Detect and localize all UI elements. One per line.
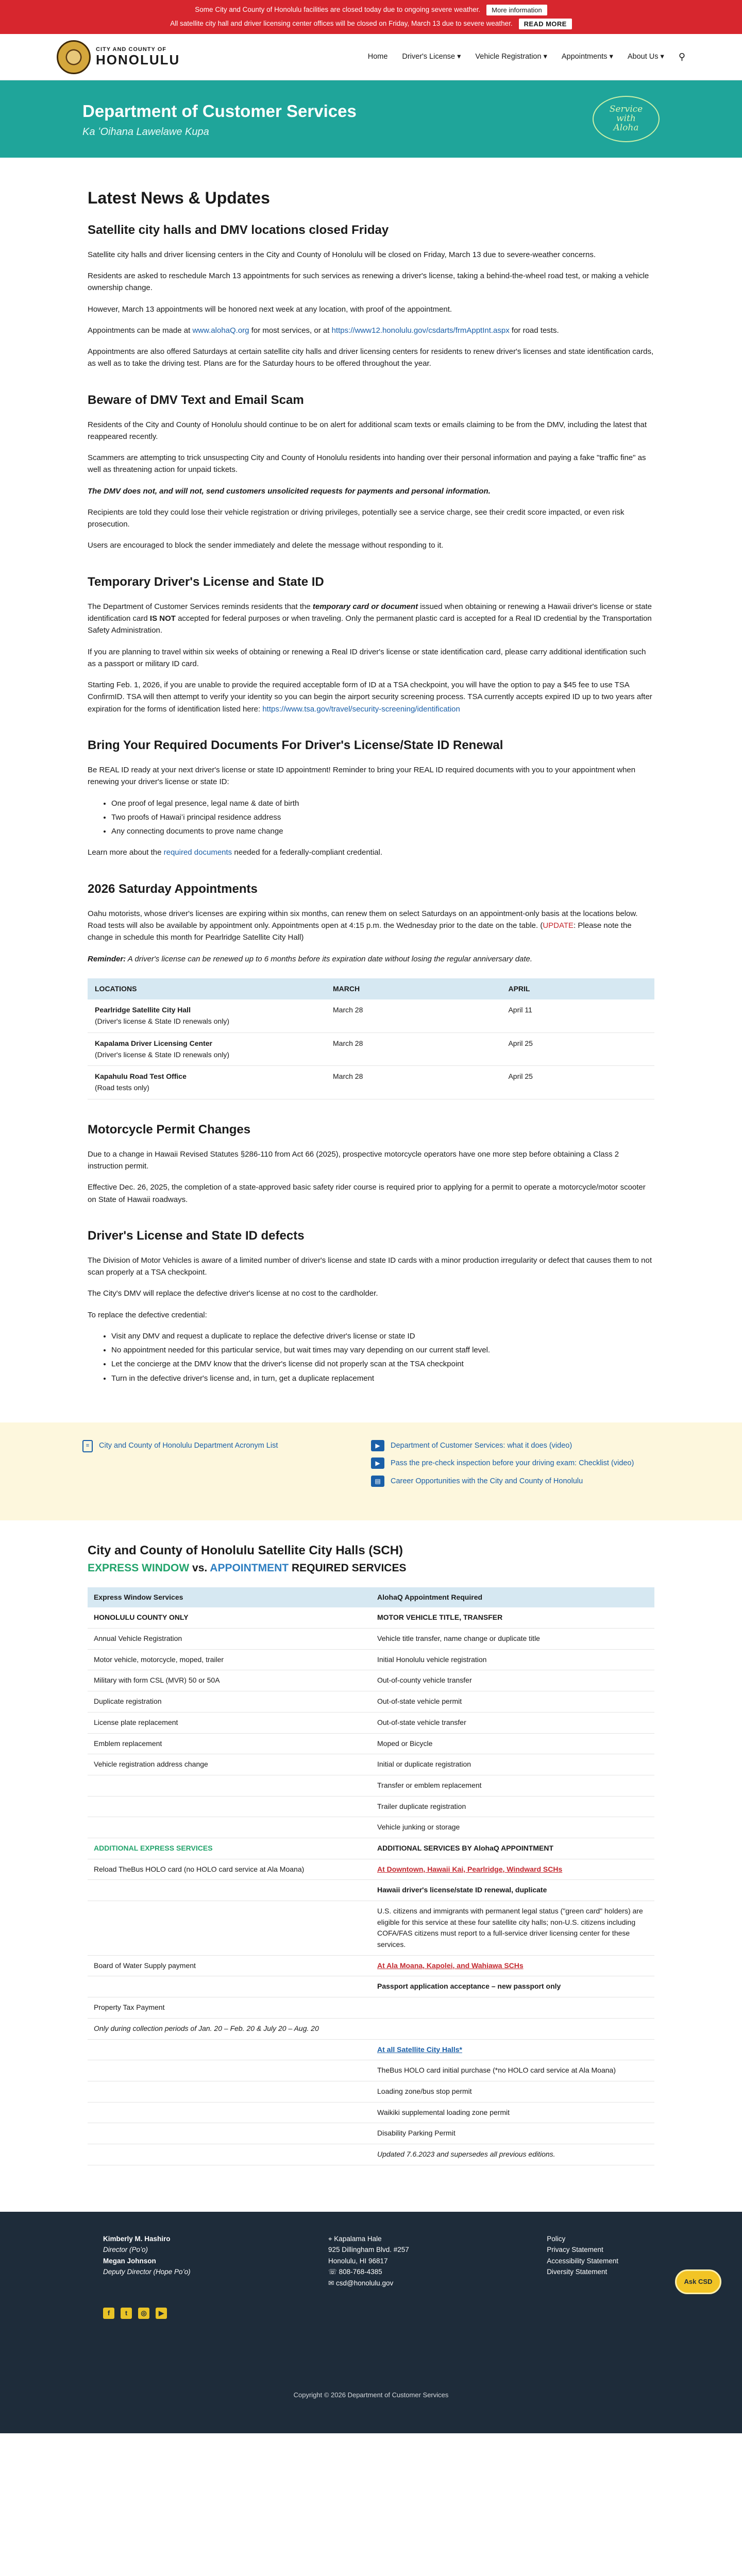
sch-section <box>0 1520 742 2186</box>
april-cell: April 11 <box>501 999 654 1032</box>
location-note: (Driver's license & State ID renewals only) <box>95 1017 229 1026</box>
deputy-name: Megan Johnson <box>103 2257 156 2265</box>
social-links <box>103 2308 639 2319</box>
table-row <box>88 2039 654 2060</box>
table-header-row <box>88 978 654 1000</box>
additional-appt-heading: ADDITIONAL SERVICES BY AlohaQ APPOINTMENT <box>371 1838 654 1859</box>
resources-section <box>0 1422 742 1520</box>
ask-csd-button[interactable]: Ask CSD <box>675 2269 721 2294</box>
cell: Initial Honolulu vehicle registration <box>371 1649 654 1670</box>
s3-p3-a: Starting Feb. 1, 2026, if you are unable to provide the required acceptable form of ID at a TSA checkpoint, you will have the option to pay a $45 fee to use TSA ConfirmID. TSA will then attempt to verify your identity so you can begin the airport security screening process. TSA currently accepts expired ID up to two years after expiration for the forms of identification listed here: <box>88 681 652 714</box>
s4-title: Bring Your Required Documents For Driver's License/State ID Renewal <box>88 738 503 752</box>
cell <box>88 1796 371 1817</box>
required-documents-link[interactable]: required documents <box>163 848 232 857</box>
tag-appt: APPOINTMENT <box>210 1562 289 1574</box>
cell: Moped or Bicycle <box>371 1733 654 1754</box>
table-row <box>88 1032 654 1065</box>
s5-p1-a: Oahu motorists, whose driver's licenses are expiring within six months, can renew them on select Saturdays on an appointment-only basis at the locations below. Road tests will also be available by appointment only. Appointments open at 4:15 p.m. the Wednesday prior to the date on the table. ( <box>88 909 638 930</box>
table-row <box>88 1649 654 1670</box>
cell: Out-of-state vehicle permit <box>371 1691 654 1713</box>
aloha-line-3: Aloha <box>613 122 639 133</box>
cell: Board of Water Supply payment <box>88 1955 371 1976</box>
logo-small-text: CITY AND COUNTY OF <box>96 46 166 53</box>
service-with-aloha-logo <box>593 96 660 142</box>
list-item: • Let the concierge at the DMV know that the driver's license did not properly scan at the TSA checkpoint <box>111 1358 654 1370</box>
precheck-video-link[interactable] <box>371 1458 660 1469</box>
youtube-icon[interactable]: ▶ <box>156 2308 167 2319</box>
cell: Vehicle junking or storage <box>371 1817 654 1838</box>
email-link[interactable]: ✉ csd@honolulu.gov <box>328 2279 394 2287</box>
s2-p4: Recipients are told they could lose their vehicle registration or driving privileges, potentially see a service charge, see their credit score impacted, or even risk prosecution. <box>88 507 625 529</box>
s7-title: Driver's License and State ID defects <box>88 1228 305 1243</box>
s5-reminder <box>88 953 654 965</box>
footer-leadership <box>103 2233 191 2289</box>
alert-row-1 <box>195 5 547 15</box>
th-appointment: AlohaQ Appointment Required <box>371 1587 654 1608</box>
location-name: Pearlridge Satellite City Hall <box>95 1006 191 1014</box>
instagram-icon[interactable]: ◎ <box>138 2308 149 2319</box>
table-row <box>88 1901 654 1956</box>
list-item: • No appointment needed for this particular service, but wait times may vary depending on our current staff level. <box>111 1344 654 1356</box>
cell: Vehicle title transfer, name change or duplicate title <box>371 1629 654 1650</box>
aloha-line-2: with <box>616 113 636 124</box>
site-footer <box>0 2212 742 2433</box>
table-row <box>88 1838 654 1859</box>
document-icon: ≡ <box>82 1440 93 1452</box>
s7-p2: The City's DMV will replace the defective driver's license at no cost to the cardholder. <box>88 1289 378 1298</box>
footer-columns <box>103 2233 618 2289</box>
table-row <box>88 1796 654 1817</box>
alert-text-1: Some City and County of Honolulu facilities are closed today due to ongoing severe weather. <box>195 6 481 14</box>
cell: Trailer duplicate registration <box>371 1796 654 1817</box>
location-cell <box>88 999 326 1032</box>
s4-p2-b: needed for a federally-compliant credential. <box>232 848 383 857</box>
footer-contact <box>328 2233 409 2289</box>
s4-p2 <box>88 846 654 858</box>
table-row <box>88 1733 654 1754</box>
resource-label: Department of Customer Services: what it does (video) <box>391 1441 572 1450</box>
s3-title: Temporary Driver's License and State ID <box>88 574 324 589</box>
cell: Emblem replacement <box>88 1733 371 1754</box>
resource-label: City and County of Honolulu Department Acronym List <box>99 1441 278 1450</box>
cell: U.S. citizens and immigrants with permanent legal status ("green card" holders) are eligible for this service at these four satellite city halls; non-U.S. citizens including COFA/FAS citizens must report to a full-service driver licensing center for these services. <box>371 1901 654 1956</box>
s4-p2-a: Learn more about the <box>88 848 164 857</box>
cell <box>88 2102 371 2123</box>
s6-p2: Effective Dec. 26, 2025, the completion of a state-approved basic safety rider course is required prior to applying for a permit to operate a motorcycle/motor scooter on State of Hawaii roadways. <box>88 1183 646 1204</box>
four-sch-link[interactable]: At Downtown, Hawaii Kai, Pearlridge, Windward SCHs <box>371 1859 654 1880</box>
dl-renewal-title: Hawaii driver's license/state ID renewal, duplicate <box>377 1886 547 1894</box>
cell: License plate replacement <box>88 1712 371 1733</box>
table-row <box>88 1955 654 1976</box>
table-row <box>88 1670 654 1691</box>
career-link[interactable] <box>371 1476 660 1487</box>
location-note: (Road tests only) <box>95 1083 149 1092</box>
cell <box>88 2060 371 2081</box>
cell: Out-of-state vehicle transfer <box>371 1712 654 1733</box>
s3-p1-d: IS NOT <box>149 614 176 623</box>
list-item: • Visit any DMV and request a duplicate to replace the defective driver's license or state ID <box>111 1330 654 1342</box>
updated-note: Updated 7.6.2023 and supersedes all previous editions. <box>371 2144 654 2165</box>
deputy-title: Deputy Director (Hope Poʻo) <box>103 2268 191 2276</box>
s7-list <box>111 1330 654 1384</box>
department-subtitle: Ka ʻOihana Lawelawe Kupa <box>82 126 209 138</box>
sch-tagline <box>88 1560 654 1577</box>
sch-services-table <box>88 1587 654 2165</box>
th-express: Express Window Services <box>88 1587 371 1608</box>
th-march: MARCH <box>326 978 501 1000</box>
privacy-link[interactable]: Privacy Statement <box>547 2246 603 2254</box>
table-row <box>88 2018 654 2039</box>
city-logo-link[interactable] <box>57 40 180 74</box>
cell <box>371 1997 654 2019</box>
location-cell <box>88 1066 326 1099</box>
site-header <box>0 34 742 80</box>
s5-p1 <box>88 908 654 944</box>
cell <box>371 1880 654 1901</box>
cell <box>88 2081 371 2102</box>
news-heading: Latest News & Updates <box>88 189 270 207</box>
s2-p2: Scammers are attempting to trick unsuspecting City and County of Honolulu residents into handing over their personal information and paying a fake "traffic fine" as well as threatening action for unpaid tickets. <box>88 453 646 474</box>
alert-bar <box>0 0 742 34</box>
s2-title: Beware of DMV Text and Email Scam <box>88 393 304 407</box>
s3-p3 <box>88 679 654 715</box>
cell <box>88 1880 371 1901</box>
director-title: Director (Poʻo) <box>103 2246 148 2254</box>
facebook-icon[interactable]: f <box>103 2308 114 2319</box>
logo-text <box>96 46 180 67</box>
cell: Initial or duplicate registration <box>371 1754 654 1775</box>
alert-text-2: All satellite city hall and driver licensing center offices will be closed on Friday, March 13 due to severe weather. <box>170 20 513 28</box>
address-line: 925 Dillingham Blvd. #257 <box>328 2246 409 2254</box>
more-information-button[interactable]: More information <box>486 5 547 15</box>
table-row <box>88 2102 654 2123</box>
location-name: Kapalama Driver Licensing Center <box>95 1039 212 1047</box>
table-row <box>88 1066 654 1099</box>
s5-title: 2026 Saturday Appointments <box>88 882 258 896</box>
table-row <box>88 1754 654 1775</box>
cell: Military with form CSL (MVR) 50 or 50A <box>88 1670 371 1691</box>
tag-express: EXPRESS WINDOW <box>88 1562 190 1574</box>
location-cell <box>88 1032 326 1065</box>
news-main <box>0 158 742 1409</box>
department-banner <box>0 80 742 158</box>
table-row <box>88 1880 654 1901</box>
sch-title: City and County of Honolulu Satellite City Halls (SCH) <box>88 1543 403 1557</box>
nav-about-us[interactable]: About Us ▾ <box>627 53 664 61</box>
all-sch-link[interactable]: At all Satellite City Halls* <box>371 2039 654 2060</box>
cell: Reload TheBus HOLO card (no HOLO card service at Ala Moana) <box>88 1859 371 1880</box>
cell <box>88 1976 371 1997</box>
aloha-line-1: Service <box>609 104 643 115</box>
s5-reminder-text: A driver's license can be renewed up to 6 months before its expiration date without losing the regular anniversary date. <box>126 954 533 963</box>
cell <box>88 2144 371 2165</box>
april-cell: April 25 <box>501 1066 654 1099</box>
cell: Only during collection periods of Jan. 20 – Feb. 20 & July 20 – Aug. 20 <box>88 2018 654 2039</box>
cell <box>88 2123 371 2144</box>
cell: Loading zone/bus stop permit <box>371 2081 654 2102</box>
cell: HONOLULU COUNTY ONLY <box>88 1607 371 1628</box>
address-line: Honolulu, HI 96817 <box>328 2257 388 2265</box>
s1-p4-a: Appointments can be made at <box>88 326 193 335</box>
table-row <box>88 1712 654 1733</box>
s2-p5: Users are encouraged to block the sender immediately and delete the message without responding to it. <box>88 541 444 550</box>
cell: Motor vehicle, motorcycle, moped, trailer <box>88 1649 371 1670</box>
read-more-button[interactable]: READ MORE <box>519 19 572 29</box>
s4-list <box>111 798 654 838</box>
alohaq-link[interactable]: www.alohaQ.org <box>192 326 249 335</box>
additional-express-heading: ADDITIONAL EXPRESS SERVICES <box>88 1838 371 1859</box>
cell <box>88 1901 371 1956</box>
s3-p1-a: The Department of Customer Services reminds residents that the <box>88 602 313 611</box>
cell: Out-of-county vehicle transfer <box>371 1670 654 1691</box>
cell: TheBus HOLO card initial purchase (*no HOLO card service at Ala Moana) <box>371 2060 654 2081</box>
s1-p4-c: for road tests. <box>509 326 559 335</box>
table-row <box>88 1607 654 1628</box>
cell: Property Tax Payment <box>88 1997 371 2019</box>
cell <box>88 1817 371 1838</box>
road-test-link[interactable]: https://www12.honolulu.gov/csdarts/frmApptInt.aspx <box>331 326 510 335</box>
s3-p2: If you are planning to travel within six weeks of obtaining or renewing a Real ID driver's license or state identification card, please carry additional identification such as a passport or military ID card. <box>88 647 646 668</box>
address-line: ⌖ Kapalama Hale <box>328 2234 382 2243</box>
department-title: Department of Customer Services <box>82 101 357 121</box>
location-note: (Driver's license & State ID renewals only) <box>95 1050 229 1059</box>
table-row <box>88 1976 654 1997</box>
video-play-icon: ▶ <box>371 1458 384 1469</box>
saturday-appointments-table <box>88 978 654 1099</box>
nav-appointments[interactable]: Appointments ▾ <box>561 53 613 61</box>
march-cell: March 28 <box>326 1032 501 1065</box>
policy-link[interactable]: Policy <box>547 2234 566 2243</box>
location-name: Kapahulu Road Test Office <box>95 1072 187 1081</box>
tag-rest: REQUIRED SERVICES <box>289 1562 407 1574</box>
cell <box>88 2039 371 2060</box>
nav-vehicle-registration[interactable]: Vehicle Registration ▾ <box>475 53 547 61</box>
cell: Passport application acceptance – new passport only <box>371 1976 654 1997</box>
s3-p1 <box>88 601 654 637</box>
s5-p1-b: : Please note the change in schedule this month for Pearlridge Satellite City Hall) <box>88 921 632 942</box>
cell: Transfer or emblem replacement <box>371 1775 654 1796</box>
s4-p1: Be REAL ID ready at your next driver's license or state ID appointment! Reminder to bring your REAL ID required documents with you to your appointment when renewing your driver's license or state ID: <box>88 766 636 787</box>
s2-p3: The DMV does not, and will not, send customers unsolicited requests for payments and personal information. <box>88 486 491 496</box>
id-card-icon: ▤ <box>371 1476 384 1487</box>
copyright: Copyright © 2026 Department of Customer Services <box>293 2391 449 2399</box>
table-row <box>88 2123 654 2144</box>
april-cell: April 25 <box>501 1032 654 1065</box>
alert-row-2 <box>170 19 571 29</box>
table-row <box>88 1997 654 2019</box>
city-seal-icon <box>57 40 91 74</box>
s3-p1-c: issued when obtaining or renewing a Hawaii driver's license or state identification card <box>88 602 652 623</box>
table-header-row <box>88 1587 654 1608</box>
list-item: • Turn in the defective driver's license and, in turn, get a duplicate replacement <box>111 1372 654 1384</box>
tsa-identification-link[interactable]: https://www.tsa.gov/travel/security-screening/identification <box>262 704 460 714</box>
s1-p2: Residents are asked to reschedule March 13 appointments for such services as renewing a driver's license, taking a behind-the-wheel road test, or making a vehicle ownership change. <box>88 272 649 293</box>
phone-link[interactable]: ☏ 808-768-4385 <box>328 2268 382 2276</box>
s1-p1: Satellite city halls and driver licensing centers in the City and County of Honolulu will be closed on Friday, March 13 due to severe-weather concerns. <box>88 250 596 259</box>
cell: Vehicle registration address change <box>88 1754 371 1775</box>
list-item: • Two proofs of Hawaiʻi principal residence address <box>111 811 654 823</box>
table-row <box>88 1629 654 1650</box>
s1-p4 <box>88 325 654 336</box>
table-row <box>88 1691 654 1713</box>
list-item: • Any connecting documents to prove name change <box>111 825 654 837</box>
s1-title: Satellite city halls and DMV locations closed Friday <box>88 223 389 237</box>
th-locations: LOCATIONS <box>88 978 326 1000</box>
s1-p3: However, March 13 appointments will be honored next week at any location, with proof of the appointment. <box>88 304 452 314</box>
cell: Duplicate registration <box>88 1691 371 1713</box>
director-name: Kimberly M. Hashiro <box>103 2234 171 2243</box>
s2-p1: Residents of the City and County of Honolulu should continue to be on alert for additional scam texts or emails claiming to be from the DMV, including the latest that reappeared recently. <box>88 420 647 441</box>
tag-vs: vs. <box>189 1562 210 1574</box>
table-row <box>88 999 654 1032</box>
table-row <box>88 1775 654 1796</box>
search-icon[interactable]: ⚲ <box>678 51 685 62</box>
s7-p3: To replace the defective credential: <box>88 1310 207 1319</box>
list-item: • One proof of legal presence, legal name & date of birth <box>111 798 654 809</box>
s7-p1: The Division of Motor Vehicles is aware of a limited number of driver's license and state ID cards with a minor production irregularity or defect that causes them to not scan properly at a TSA checkpoint. <box>88 1256 652 1277</box>
nav-home[interactable]: Home <box>367 53 388 61</box>
table-row <box>88 1817 654 1838</box>
diversity-link[interactable]: Diversity Statement <box>547 2268 608 2276</box>
resource-label: Career Opportunities with the City and County of Honolulu <box>391 1477 583 1485</box>
resource-label: Pass the pre-check inspection before your driving exam: Checklist (video) <box>391 1459 634 1468</box>
banner-text <box>82 98 357 140</box>
march-cell: March 28 <box>326 999 501 1032</box>
s1-p4-b: for most services, or at <box>249 326 332 335</box>
cell: Disability Parking Permit <box>371 2123 654 2144</box>
twitter-icon[interactable]: t <box>121 2308 132 2319</box>
s3-p1-b: temporary card or document <box>312 602 418 611</box>
footer-links <box>547 2233 618 2289</box>
three-sch-link[interactable]: At Ala Moana, Kapolei, and Wahiawa SCHs <box>371 1955 654 1976</box>
table-row <box>88 2144 654 2165</box>
main-nav <box>368 50 685 64</box>
video-play-icon: ▶ <box>371 1440 384 1451</box>
accessibility-link[interactable]: Accessibility Statement <box>547 2257 618 2265</box>
resources-left <box>82 1440 371 1503</box>
table-row <box>88 2081 654 2102</box>
resources-right <box>371 1440 660 1503</box>
s3-p1-e: accepted for federal purposes or when traveling. Only the permanent plastic card is accepted for a Real ID credential by the Transportation Safety Administration. <box>88 614 652 635</box>
march-cell: March 28 <box>326 1066 501 1099</box>
cell: MOTOR VEHICLE TITLE, TRANSFER <box>371 1607 654 1628</box>
s6-p1: Due to a change in Hawaii Revised Statutes §286-110 from Act 66 (2025), prospective motorcycle operators have one more step before obtaining a Class 2 instruction permit. <box>88 1149 619 1171</box>
acronym-list-link[interactable] <box>82 1440 371 1452</box>
table-row <box>88 2060 654 2081</box>
s5-reminder-label: Reminder: <box>88 954 126 963</box>
csd-video-link[interactable] <box>371 1440 660 1451</box>
cell: Annual Vehicle Registration <box>88 1629 371 1650</box>
s6-title: Motorcycle Permit Changes <box>88 1122 251 1137</box>
logo-big-text: HONOLULU <box>96 52 180 68</box>
s1-p5: Appointments are also offered Saturdays at certain satellite city halls and driver licensing centers for residents to renew driver's licenses and state identification cards, as well as to take the driving test. Plans are for the Saturday hours to be offered throughout the year. <box>88 347 654 368</box>
table-row <box>88 1859 654 1880</box>
cell <box>88 1775 371 1796</box>
nav-drivers-license[interactable]: Driver's License ▾ <box>402 53 461 61</box>
th-april: APRIL <box>501 978 654 1000</box>
cell: Waikiki supplemental loading zone permit <box>371 2102 654 2123</box>
s5-update-label: UPDATE <box>543 921 574 930</box>
